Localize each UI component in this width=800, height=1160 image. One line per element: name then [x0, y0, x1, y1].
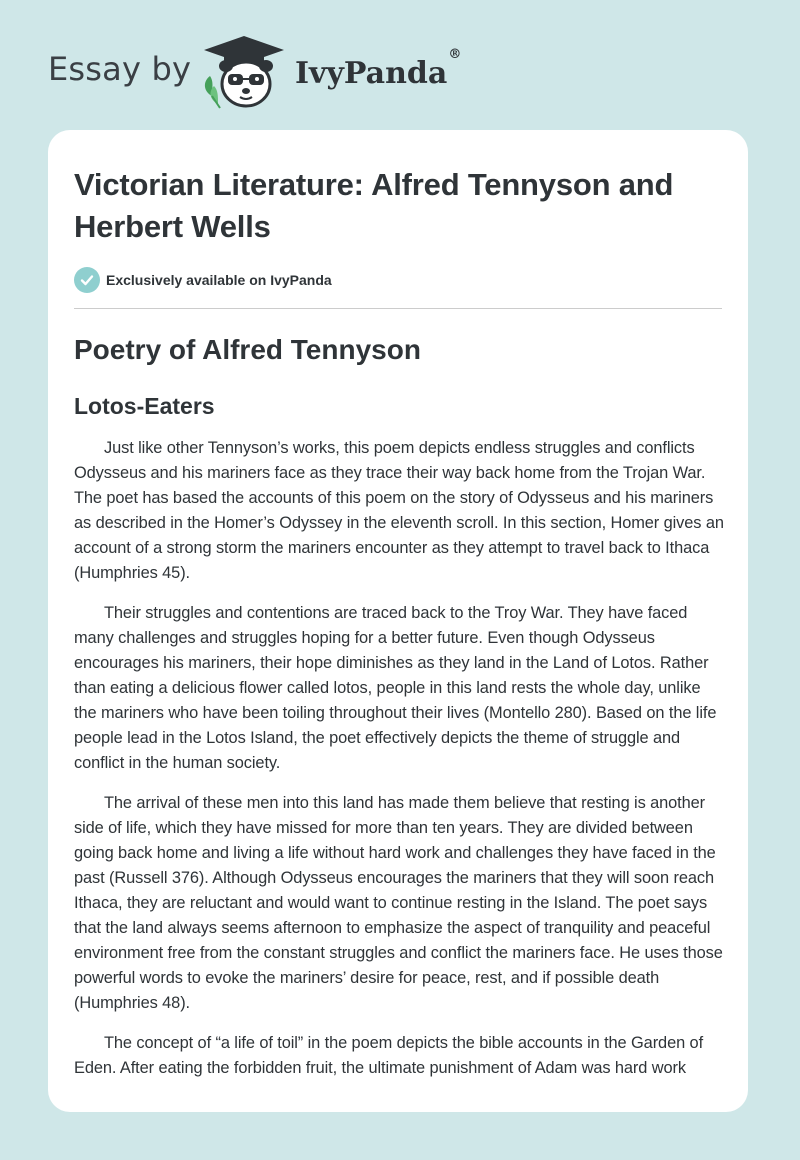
divider	[74, 308, 722, 309]
article-card	[48, 130, 748, 1112]
trademark-symbol: ®	[448, 47, 462, 62]
paragraph: Their struggles and contentions are traced back to the Troy War. They have faced many challenges and struggles hoping for a better future. Even though Odysseus encourages his mariners, their hope diminishes as they land in the Land of Lotos. Rather than eating a delicious flower called lotos, people in this land rests the whole day, unlike the mariners who have been toiling throughout their lives (Montello 280). Based on the life people lead in the Lotos Island, the poet effectively depicts the theme of struggle and conflict in the human society.	[74, 604, 717, 772]
panda-logo-icon[interactable]	[200, 34, 288, 110]
subsection-title: Lotos-Eaters	[74, 393, 215, 419]
essay-by-label: Essay by	[48, 50, 192, 88]
paragraph: The concept of “a life of toil” in the poem depicts the bible accounts in the Garden of Eden. After eating the forbidden fruit, the ultimate punishment of Adam was hard work	[74, 1034, 704, 1077]
exclusive-badge	[74, 266, 724, 294]
site-header	[0, 0, 800, 130]
paragraph: The arrival of these men into this land has made them believe that resting is another side of life, which they have missed for more than ten years. They are divided between going back home and living a life without hard work and challenges they have faced in the past (Russell 376). Although Odysseus encourages the mariners that they will soon reach Ithaca, they are reluctant and would want to continue resting in the Island. The poet says that the land always seems afternoon to emphasize the aspect of tranquility and peaceful environment free from the constant struggles and conflict the mariners face. He uses those powerful words to evoke the mariners’ desire for peace, rest, and if possible death (Humphries 48).	[74, 794, 723, 1012]
exclusive-badge-label: Exclusively available on IvyPanda	[106, 272, 332, 288]
article-body	[74, 436, 724, 1081]
section-title: Poetry of Alfred Tennyson	[74, 334, 421, 365]
brand-label: IvyPanda	[295, 56, 448, 91]
article-title: Victorian Literature: Alfred Tennyson and Herbert Wells	[74, 167, 674, 244]
check-circle-icon	[74, 267, 100, 293]
article-content	[74, 164, 724, 1096]
brand-name[interactable]	[295, 47, 462, 91]
paragraph: Just like other Tennyson’s works, this poem depicts endless struggles and conflicts Odysseus and his mariners face as they trace their way back home from the Trojan War. The poet has based the accounts of this poem on the story of Odysseus and his mariners as described in the Homer’s Odyssey in the eleventh scroll. In this section, Homer gives an account of a strong storm the mariners encounter as they attempt to travel back to Ithaca (Humphries 45).	[74, 439, 724, 582]
